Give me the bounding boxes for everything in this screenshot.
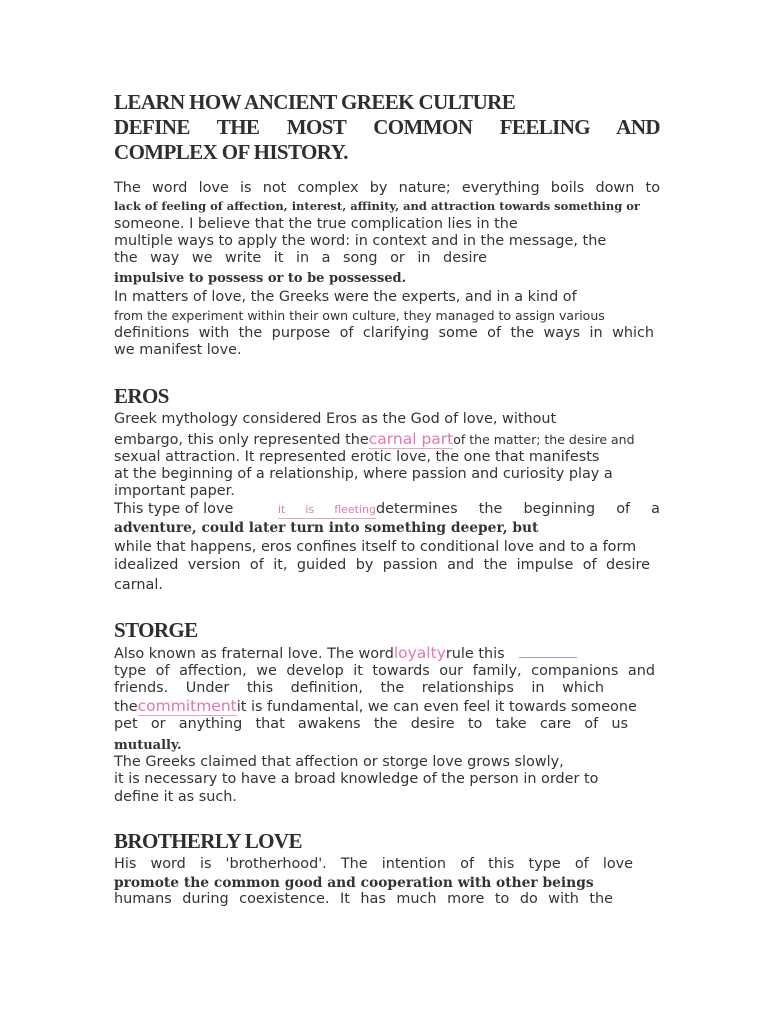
eros-line-4: at the beginning of a relationship, where passion and curiosity play a (114, 466, 613, 482)
brotherly-line-3: humans during coexistence. It has much more to do with the (114, 891, 613, 907)
intro-line-1: The word love is not complex by nature; everything boils down to (114, 180, 660, 196)
eros-line-8: while that happens, eros confines itself to conditional love and to a form (114, 539, 637, 555)
intro-line-9: definitions with the purpose of clarifying some of the ways in which (114, 325, 654, 341)
highlight-it-is-fleeting: it is fleeting (278, 501, 376, 519)
eros-line-2 (114, 431, 660, 449)
heading-brotherly-love: BROTHERLY LOVE (114, 829, 302, 853)
title-line-2: DEFINE THE MOST COMMON FEELING AND (114, 115, 660, 139)
storge-line-4-start: the (114, 699, 138, 715)
eros-line-6-start-wrap (114, 501, 278, 519)
eros-line-2-start: embargo, this only represented the (114, 432, 369, 448)
storge-line-1-start: Also known as fraternal love. The word (114, 646, 394, 662)
intro-line-4: multiple ways to apply the word: in context and in the message, the (114, 233, 607, 249)
storge-line-5: pet or anything that awakens the desire to take care of us (114, 716, 628, 732)
heading-storge: STORGE (114, 618, 198, 642)
eros-line-7: adventure, could later turn into something deeper, but (114, 520, 539, 536)
title-line-3: COMPLEX OF HISTORY. (114, 140, 348, 164)
eros-line-6-end: determines the beginning of a (376, 501, 660, 517)
brotherly-line-2: promote the common good and cooperation with other beings (114, 875, 594, 891)
storge-line-4-end: it is fundamental, we can even feel it towards someone (236, 699, 637, 715)
storge-line-4 (114, 698, 660, 716)
storge-line-2: type of affection, we develop it towards our family, companions and (114, 663, 655, 679)
eros-line-1: Greek mythology considered Eros as the God of love, without (114, 411, 557, 427)
storge-line-7: The Greeks claimed that affection or storge love grows slowly, (114, 754, 564, 770)
intro-line-8: from the experiment within their own culture, they managed to assign various (114, 308, 605, 323)
storge-line-9: define it as such. (114, 789, 237, 805)
highlight-carnal-part: carnal part (368, 430, 454, 448)
intro-line-5: the way we write it in a song or in desire (114, 250, 487, 266)
eros-line-6-start: This type of love (114, 501, 234, 517)
eros-line-10: carnal. (114, 577, 163, 593)
highlight-loyalty: loyalty (393, 644, 446, 662)
blank-line (519, 645, 577, 658)
storge-line-6: mutually. (114, 738, 182, 753)
intro-line-7: In matters of love, the Greeks were the experts, and in a kind of (114, 289, 577, 305)
intro-line-10: we manifest love. (114, 342, 242, 358)
brotherly-line-1: His word is 'brotherhood'. The intention of this type of love (114, 856, 633, 872)
highlight-commitment: commitment (137, 697, 237, 715)
intro-line-3: someone. I believe that the true complication lies in the (114, 216, 518, 232)
storge-line-3: friends. Under this definition, the relationships in which (114, 680, 604, 696)
storge-line-1-end: rule this (445, 646, 505, 662)
storge-line-8: it is necessary to have a broad knowledge of the person in order to (114, 771, 599, 787)
eros-line-3: sexual attraction. It represented erotic love, the one that manifests (114, 449, 600, 465)
heading-eros: EROS (114, 384, 169, 408)
eros-line-2-end: of the matter; the desire and (453, 432, 635, 447)
intro-line-2: lack of feeling of affection, interest, affinity, and attraction towards something or (114, 199, 640, 213)
title-line-1: LEARN HOW ANCIENT GREEK CULTURE (114, 90, 516, 114)
intro-line-6: impulsive to possess or to be possessed. (114, 271, 407, 286)
eros-line-9: idealized version of it, guided by passion and the impulse of desire (114, 557, 650, 573)
eros-line-5: important paper. (114, 483, 235, 499)
eros-line-6 (114, 501, 660, 519)
storge-line-1 (114, 645, 660, 663)
